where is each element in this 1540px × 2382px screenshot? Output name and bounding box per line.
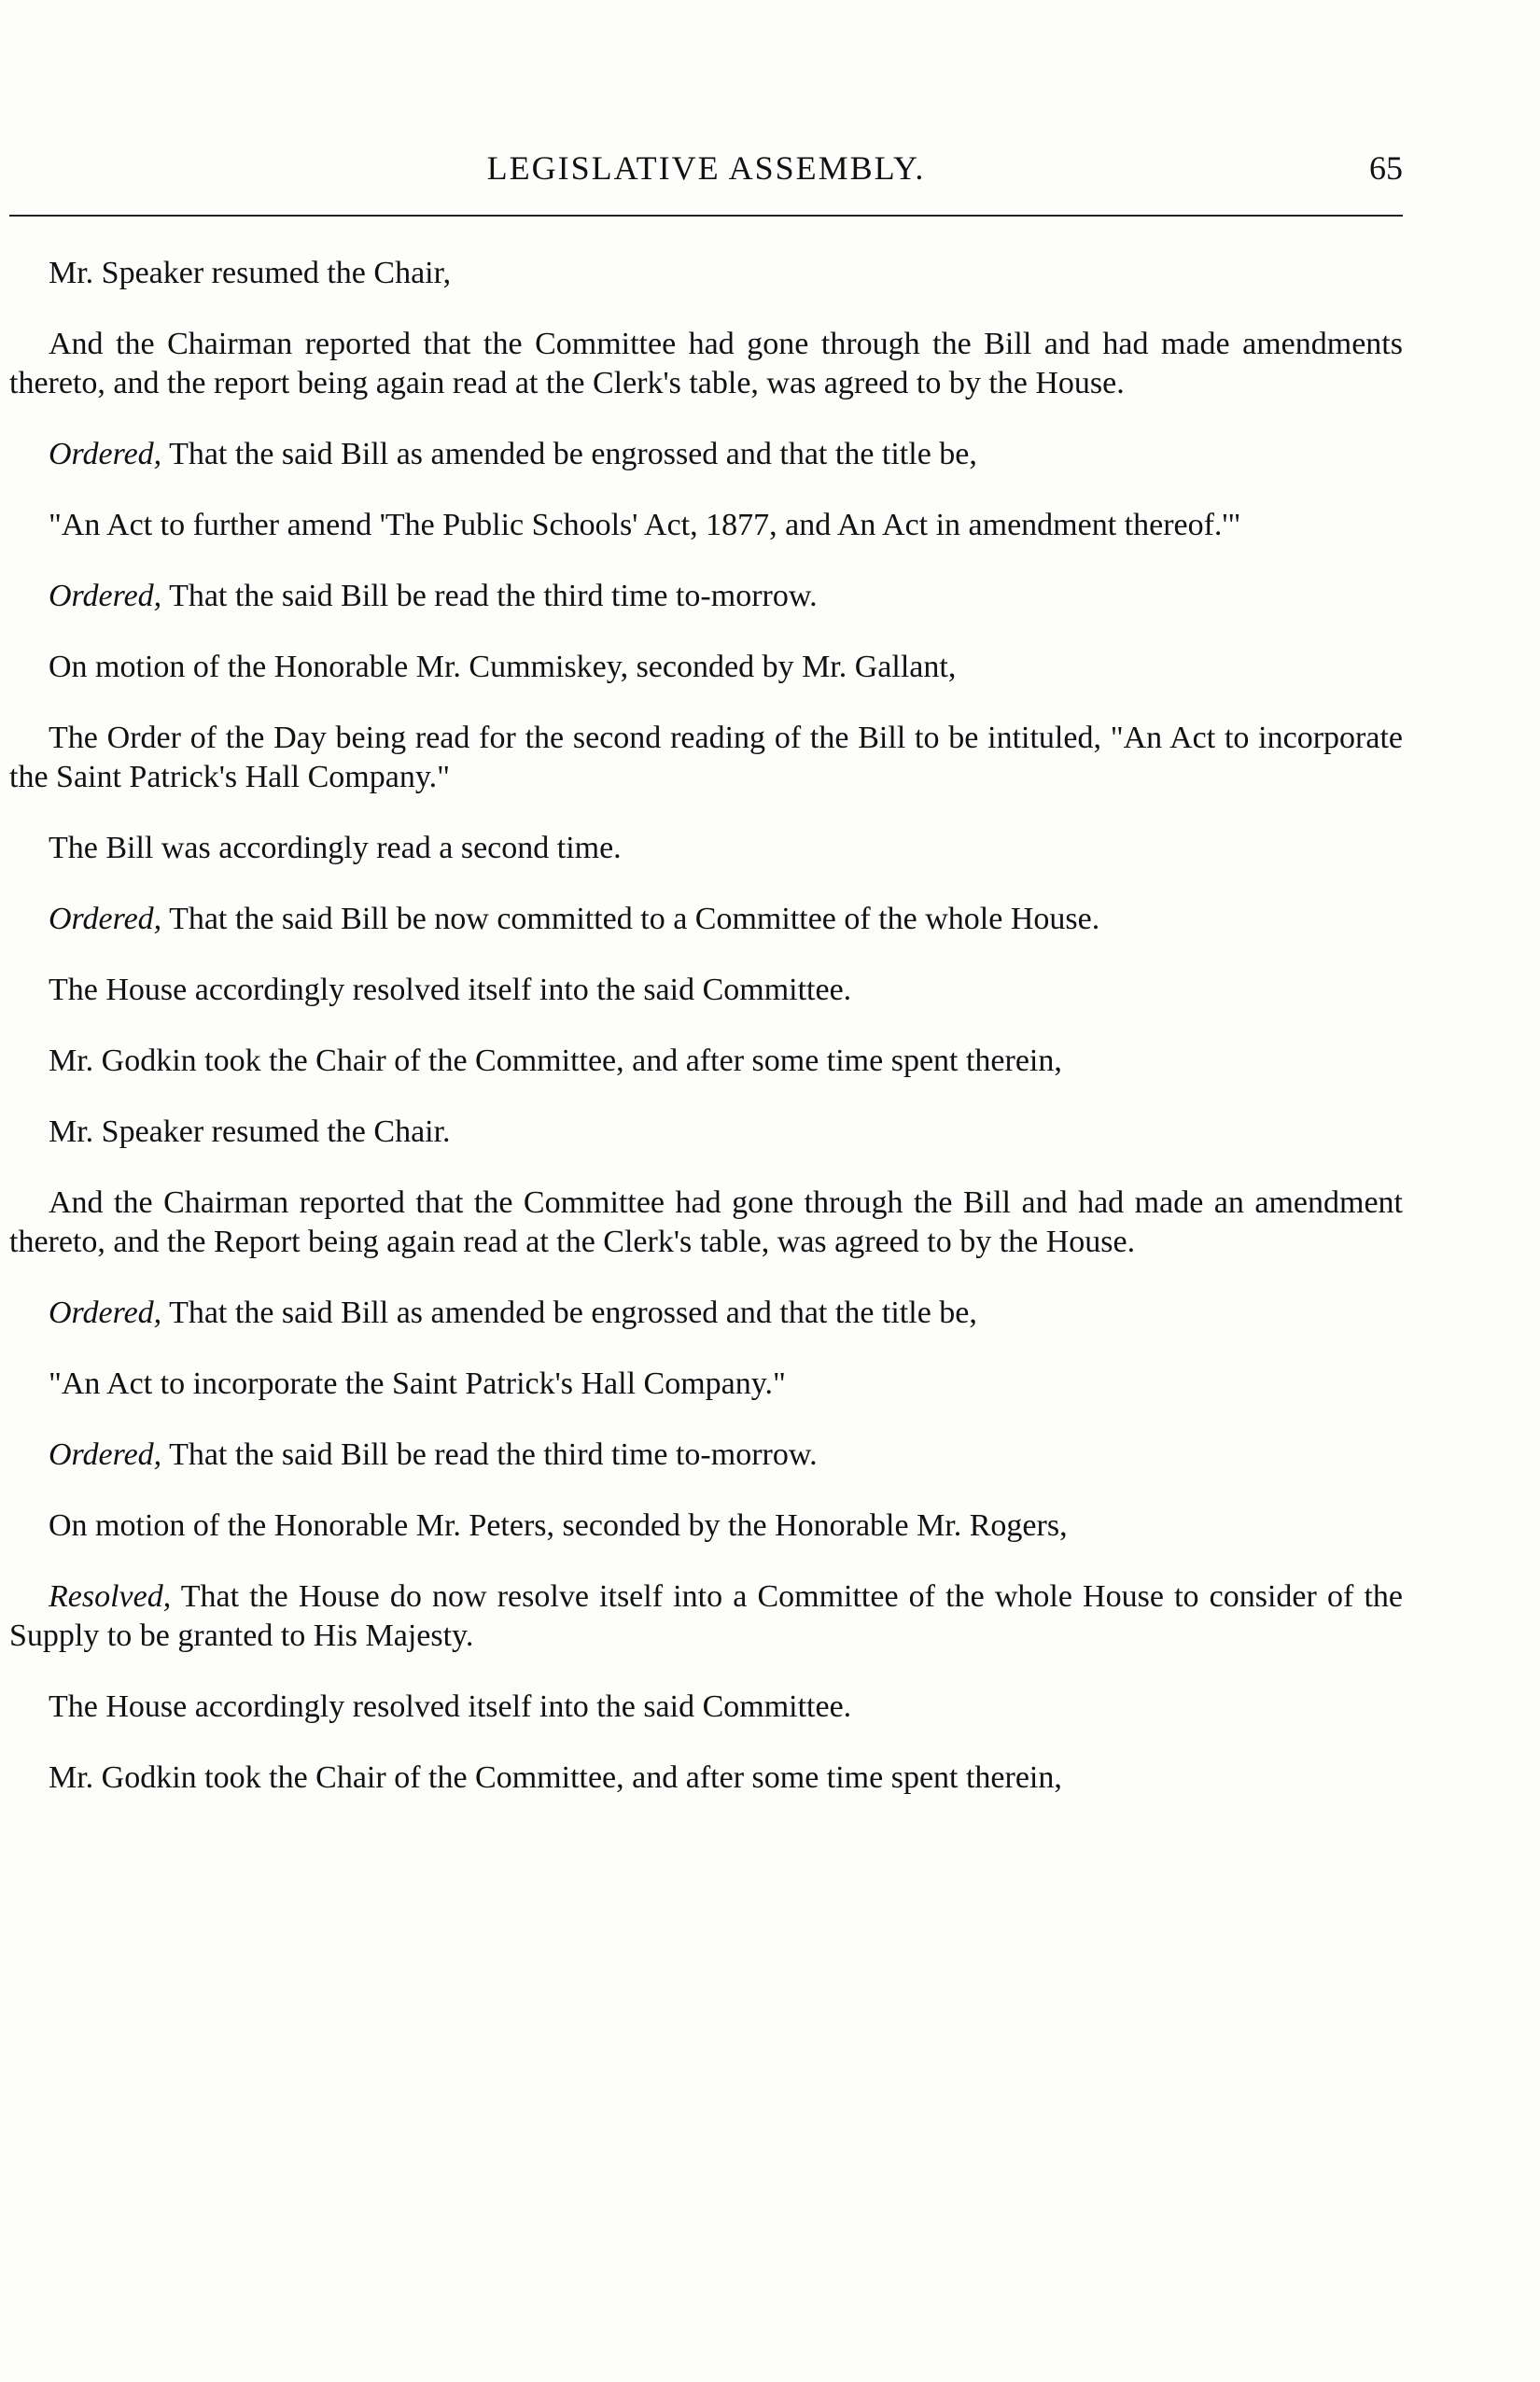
paragraph — [9, 1688, 1403, 1727]
paragraph — [9, 1113, 1403, 1152]
paragraph-lead: Ordered, — [49, 437, 162, 471]
paragraph-text: "An Act to incorporate the Saint Patrick's Hall Company." — [49, 1366, 786, 1401]
paragraph-text: And the Chairman reported that the Committee had gone through the Bill and had made an amendment thereto, and the Report being again read at the Clerk's table, was agreed to by the House. — [9, 1185, 1403, 1259]
paragraph-text: Mr. Speaker resumed the Chair. — [49, 1114, 451, 1149]
paragraph-text: And the Chairman reported that the Committee had gone through the Bill and had made amendments thereto, and the report being again read at the Clerk's table, was agreed to by the House. — [9, 327, 1403, 400]
paragraph — [9, 648, 1403, 687]
paragraph-text: That the House do now resolve itself into a Committee of the whole House to consider of the Supply to be granted to His Majesty. — [9, 1579, 1403, 1653]
running-title: LEGISLATIVE ASSEMBLY. — [486, 149, 926, 187]
paragraph-lead: Ordered, — [49, 902, 162, 936]
paragraph — [9, 1184, 1403, 1262]
paragraph — [9, 719, 1403, 797]
paragraph-text: On motion of the Honorable Mr. Cummiskey, seconded by Mr. Gallant, — [49, 650, 957, 684]
paragraph-text: That the said Bill be read the third time to-morrow. — [161, 579, 818, 613]
paragraph — [9, 1365, 1403, 1404]
paragraph-text: That the said Bill as amended be engrossed and that the title be, — [161, 1296, 977, 1330]
paragraph — [9, 325, 1403, 403]
paragraph — [9, 506, 1403, 545]
paragraph-text: That the said Bill be now committed to a Committee of the whole House. — [161, 902, 1100, 936]
paragraph-text: On motion of the Honorable Mr. Peters, seconded by the Honorable Mr. Rogers, — [49, 1508, 1068, 1543]
paragraph-text: "An Act to further amend 'The Public Schools' Act, 1877, and An Act in amendment thereof.'" — [49, 508, 1241, 542]
paragraph — [9, 254, 1403, 293]
paragraph-text: The House accordingly resolved itself into the said Committee. — [49, 1689, 852, 1724]
paragraph-text: Mr. Speaker resumed the Chair, — [49, 256, 452, 290]
paragraph — [9, 1758, 1403, 1798]
paragraph — [9, 577, 1403, 616]
header-rule — [9, 215, 1403, 217]
paragraph-text: Mr. Godkin took the Chair of the Committee, and after some time spent therein, — [49, 1760, 1062, 1795]
paragraph — [9, 435, 1403, 474]
page-header — [9, 140, 1403, 196]
page-number: 65 — [1369, 149, 1403, 187]
paragraph — [9, 1577, 1403, 1656]
paragraph-text: That the said Bill as amended be engrossed and that the title be, — [161, 437, 977, 471]
paragraph-text: Mr. Godkin took the Chair of the Committee, and after some time spent therein, — [49, 1044, 1062, 1078]
paragraph — [9, 1506, 1403, 1546]
paragraph-lead: Ordered, — [49, 579, 162, 613]
paragraph-lead: Resolved, — [49, 1579, 172, 1614]
paragraph-text: The Order of the Day being read for the second reading of the Bill to be intituled, "An Act to incorporate the Saint Patrick's Hall Company." — [9, 721, 1403, 794]
paragraph — [9, 971, 1403, 1010]
paragraph-text: The House accordingly resolved itself into the said Committee. — [49, 973, 852, 1007]
paragraph — [9, 1436, 1403, 1475]
body-text — [9, 254, 1403, 1829]
paragraph — [9, 1042, 1403, 1081]
paragraph-text: That the said Bill be read the third time to-morrow. — [161, 1437, 818, 1472]
paragraph — [9, 829, 1403, 868]
paragraph-text: The Bill was accordingly read a second time. — [49, 831, 622, 865]
paragraph-lead: Ordered, — [49, 1296, 162, 1330]
paragraph — [9, 900, 1403, 939]
paragraph — [9, 1294, 1403, 1333]
paragraph-lead: Ordered, — [49, 1437, 162, 1472]
